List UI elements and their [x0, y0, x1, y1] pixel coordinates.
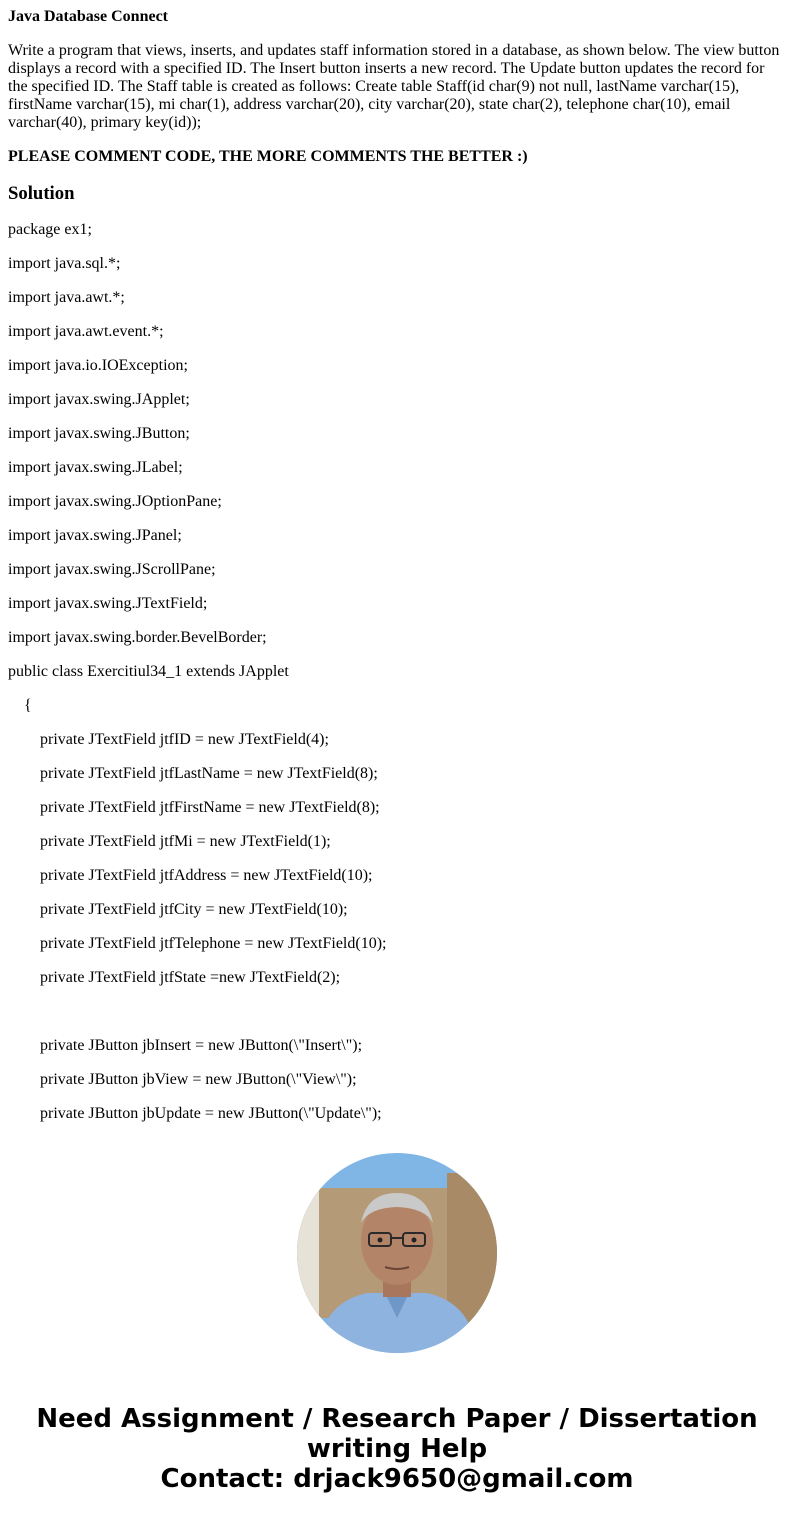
code-line: import javax.swing.JApplet; [8, 391, 190, 408]
code-line: import java.awt.event.*; [8, 323, 164, 340]
document [8, 0, 786, 1122]
solution-heading: Solution [8, 183, 75, 204]
code-line: import javax.swing.JScrollPane; [8, 561, 216, 578]
code-line: public class Exercitiul34_1 extends JApplet [8, 663, 289, 680]
code-line: private JButton jbInsert = new JButton(\"Insert\"); [8, 1037, 363, 1054]
code-line: { [8, 697, 32, 714]
code-line: private JTextField jtfState =new JTextField(2); [8, 969, 341, 986]
code-line: private JTextField jtfFirstName = new JTextField(8); [8, 799, 380, 816]
code-line: import javax.swing.JLabel; [8, 459, 183, 476]
code-line: private JTextField jtfLastName = new JTextField(8); [8, 765, 378, 782]
code-line: import java.sql.*; [8, 255, 121, 272]
code-line: private JButton jbUpdate = new JButton(\"Update\"); [8, 1105, 382, 1122]
footer-line-2: writing Help [306, 1434, 488, 1464]
code-line: private JTextField jtfID = new JTextField(4); [8, 731, 329, 748]
code-line: import javax.swing.JOptionPane; [8, 493, 222, 510]
code-line: import javax.swing.JButton; [8, 425, 190, 442]
code-line: import javax.swing.JTextField; [8, 595, 208, 612]
footer-contact: Contact: drjack9650@gmail.com [160, 1464, 634, 1494]
code-line: import javax.swing.border.BevelBorder; [8, 629, 267, 646]
footer-banner [0, 1404, 794, 1494]
author-avatar [297, 1153, 497, 1353]
code-line: private JButton jbView = new JButton(\"View\"); [8, 1071, 357, 1088]
code-line: import javax.swing.JPanel; [8, 527, 182, 544]
code-line: private JTextField jtfCity = new JTextField(10); [8, 901, 348, 918]
code-line: private JTextField jtfMi = new JTextField(1); [8, 833, 331, 850]
comment-request-note: PLEASE COMMENT CODE, THE MORE COMMENTS THE BETTER :) [8, 148, 528, 165]
question-text: Write a program that views, inserts, and updates staff information stored in a database, as shown below. The view button displays a record with a specified ID. The Insert button inserts a new record. The Update button updates the record for the specified ID. The Staff table is created as follows: Create table Staff(id char(9) not null, lastName varchar(15), firstName varchar(15), mi char(1), address varchar(20), city varchar(20), state char(2), telephone char(10), email varchar(40), primary key(id)); [8, 42, 780, 131]
document-title: Java Database Connect [8, 8, 168, 25]
footer-line-1: Need Assignment / Research Paper / Dissertation [36, 1404, 758, 1434]
person-portrait-icon [297, 1153, 497, 1353]
code-line: import java.awt.*; [8, 289, 125, 306]
code-line: private JTextField jtfTelephone = new JTextField(10); [8, 935, 387, 952]
code-line [8, 1003, 786, 1021]
code-line: import java.io.IOException; [8, 357, 188, 374]
code-line: private JTextField jtfAddress = new JTextField(10); [8, 867, 373, 884]
code-line: package ex1; [8, 221, 92, 238]
code-block [8, 221, 786, 1122]
